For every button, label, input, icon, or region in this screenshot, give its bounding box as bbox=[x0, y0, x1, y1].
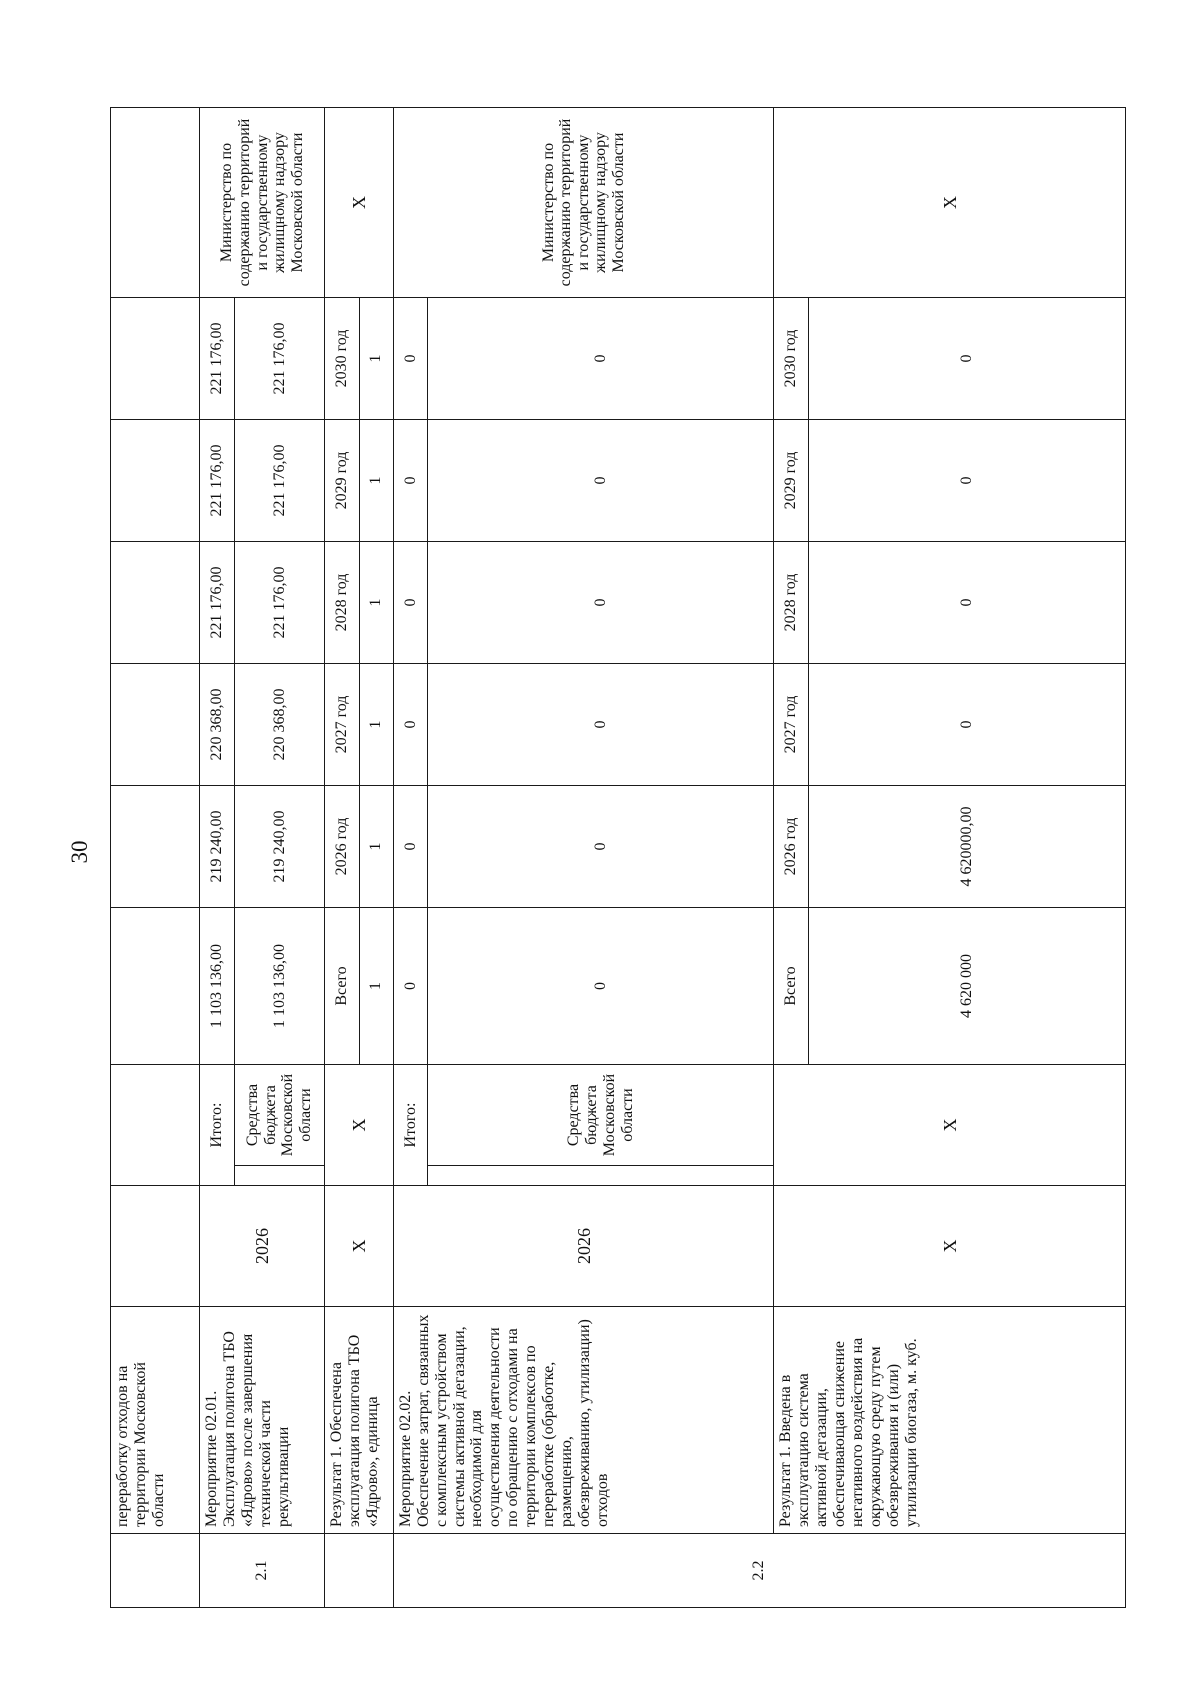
empty-cell bbox=[111, 908, 200, 1065]
activity-year: 2026 bbox=[200, 1186, 325, 1307]
continued-text: переработку отходов на территории Московской области bbox=[111, 1307, 200, 1534]
budget-table bbox=[110, 107, 1126, 1608]
total-value: 0 bbox=[393, 298, 427, 420]
result-value: 0 bbox=[808, 420, 1125, 542]
result-value: 1 bbox=[359, 542, 393, 664]
x-mark: X bbox=[325, 1186, 394, 1307]
continuation-row bbox=[111, 108, 200, 1608]
source-value: 220 368,00 bbox=[234, 664, 324, 786]
source-value: 0 bbox=[428, 908, 774, 1065]
empty-cell bbox=[111, 108, 200, 298]
result-value: 1 bbox=[359, 786, 393, 908]
total-label: Итого: bbox=[200, 1065, 234, 1186]
result-value: 4 620000,00 bbox=[808, 786, 1125, 908]
total-value: 1 103 136,00 bbox=[200, 908, 234, 1065]
total-value: 0 bbox=[393, 542, 427, 664]
total-value: 0 bbox=[393, 908, 427, 1065]
total-value: 219 240,00 bbox=[200, 786, 234, 908]
empty-cell bbox=[111, 1065, 200, 1186]
row-number: 2.2 bbox=[393, 1534, 1125, 1608]
result-value: 1 bbox=[359, 908, 393, 1065]
result-header: 2028 год bbox=[325, 542, 359, 664]
num-cell bbox=[111, 1534, 200, 1608]
result-header: Всего bbox=[325, 908, 359, 1065]
activity-name: Мероприятие 02.01. Эксплуатация полигона ТБО «Ядрово» после завершения технической части рекультивации bbox=[200, 1307, 325, 1534]
total-value: 0 bbox=[393, 420, 427, 542]
result-value: 4 620 000 bbox=[808, 908, 1125, 1065]
result-value: 0 bbox=[808, 664, 1125, 786]
result-header: 2029 год bbox=[325, 420, 359, 542]
source-value: 0 bbox=[428, 298, 774, 420]
empty-cell bbox=[111, 786, 200, 908]
funding-source: Средства бюджета Московской области bbox=[234, 1065, 324, 1166]
responsible-owner: Министерство по содержанию территорий и государственному жилищному надзору Московской области bbox=[200, 108, 325, 298]
total-value: 221 176,00 bbox=[200, 542, 234, 664]
row-2-2-total bbox=[393, 108, 427, 1608]
empty-cell bbox=[111, 298, 200, 420]
result-header: Всего bbox=[774, 908, 808, 1065]
total-value: 220 368,00 bbox=[200, 664, 234, 786]
total-value: 0 bbox=[393, 664, 427, 786]
funding-source: Средства бюджета Московской области bbox=[428, 1065, 774, 1166]
result-header: 2026 год bbox=[774, 786, 808, 908]
x-mark: X bbox=[774, 1186, 1126, 1307]
source-value: 221 176,00 bbox=[234, 420, 324, 542]
result-name: Результат 1. Введена в эксплуатацию система активной дегазации, обеспечивающая снижение негативного воздействия на окружающую среду путем обезвреживания и (или) утилизации биогаза, м. куб. bbox=[774, 1307, 1126, 1534]
x-mark: X bbox=[325, 1065, 394, 1186]
result-value: 1 bbox=[359, 298, 393, 420]
page-number: 30 bbox=[67, 840, 92, 864]
row-2-1-total bbox=[200, 108, 234, 1608]
result-value: 0 bbox=[808, 542, 1125, 664]
total-value: 0 bbox=[393, 786, 427, 908]
x-mark: X bbox=[774, 1065, 1126, 1186]
source-value: 221 176,00 bbox=[234, 298, 324, 420]
source-value: 219 240,00 bbox=[234, 786, 324, 908]
source-value: 221 176,00 bbox=[234, 542, 324, 664]
result-header: 2028 год bbox=[774, 542, 808, 664]
empty-cell bbox=[111, 664, 200, 786]
source-value: 0 bbox=[428, 664, 774, 786]
total-value: 221 176,00 bbox=[200, 298, 234, 420]
activity-year: 2026 bbox=[393, 1186, 774, 1307]
result-value: 1 bbox=[359, 420, 393, 542]
source-value: 1 103 136,00 bbox=[234, 908, 324, 1065]
x-mark: X bbox=[774, 108, 1126, 298]
empty-cell bbox=[111, 420, 200, 542]
result-value: 1 bbox=[359, 664, 393, 786]
empty-cell bbox=[111, 542, 200, 664]
source-value: 0 bbox=[428, 542, 774, 664]
row-number: 2.1 bbox=[200, 1534, 325, 1608]
total-value: 221 176,00 bbox=[200, 420, 234, 542]
x-mark: X bbox=[325, 108, 394, 298]
spacer-cell bbox=[234, 1166, 324, 1186]
result-header: 2030 год bbox=[325, 298, 359, 420]
row-2-1-result-header bbox=[325, 108, 359, 1608]
spacer-cell bbox=[428, 1166, 774, 1186]
activity-name: Мероприятие 02.02. Обеспечение затрат, связанных с комплексным устройством системы активной дегазации, необходимой для осуществления деятельности по обращению с отходами на территории комплексов по переработке (обработке, размещению, обезвреживанию, утилизации) отходов bbox=[393, 1307, 774, 1534]
total-label: Итого: bbox=[393, 1065, 427, 1186]
result-value: 0 bbox=[808, 298, 1125, 420]
num-cell bbox=[325, 1534, 394, 1608]
rotated-table-container bbox=[110, 108, 1126, 1608]
result-header: 2027 год bbox=[774, 664, 808, 786]
source-value: 0 bbox=[428, 420, 774, 542]
empty-cell bbox=[111, 1186, 200, 1307]
responsible-owner: Министерство по содержанию территорий и государственному жилищному надзору Московской области bbox=[393, 108, 774, 298]
row-2-2-result-header bbox=[774, 108, 808, 1608]
result-header: 2030 год bbox=[774, 298, 808, 420]
result-header: 2026 год bbox=[325, 786, 359, 908]
result-header: 2027 год bbox=[325, 664, 359, 786]
result-name: Результат 1. Обеспечена эксплуатация полигона ТБО «Ядрово», единица bbox=[325, 1307, 394, 1534]
source-value: 0 bbox=[428, 786, 774, 908]
result-header: 2029 год bbox=[774, 420, 808, 542]
